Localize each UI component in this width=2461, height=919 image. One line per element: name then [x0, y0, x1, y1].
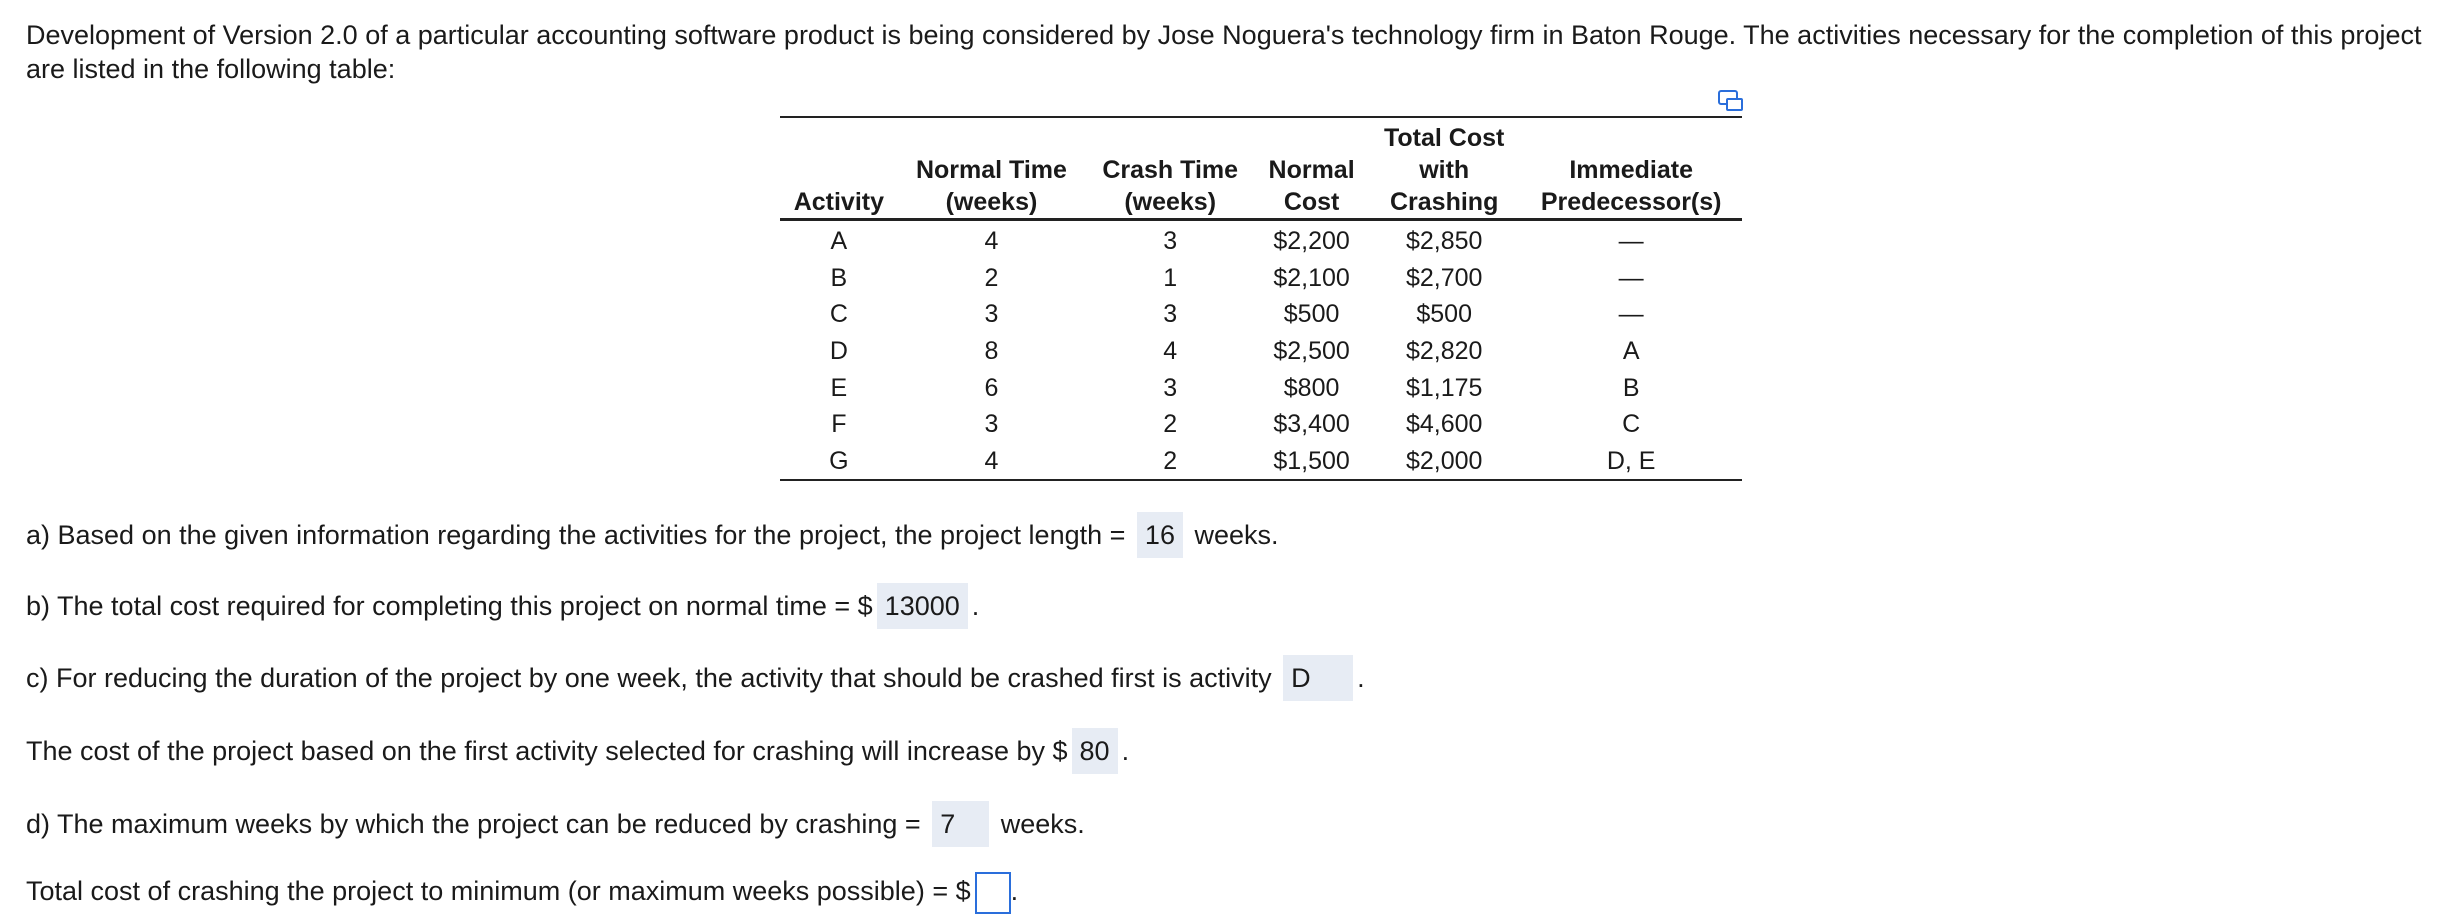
- answer-c-field[interactable]: D: [1283, 655, 1353, 701]
- cell-total-cost: $2,700: [1405, 263, 1483, 292]
- question-c-text: c) For reducing the duration of the project by one week, the activity that should be crashed first is activity: [26, 663, 1272, 693]
- cell-activity: D: [829, 337, 848, 366]
- question-c2-suffix: .: [1121, 736, 1130, 766]
- question-a-text: a) Based on the given information regarding the activities for the project, the project length =: [26, 520, 1126, 550]
- cell-normal-time: 2: [984, 263, 999, 292]
- question-b: [26, 583, 979, 629]
- cell-total-cost: $4,600: [1405, 410, 1483, 439]
- cell-predecessor: —: [1618, 263, 1644, 292]
- cell-normal-cost: $3,400: [1273, 410, 1350, 439]
- cell-crash-time: 2: [1163, 446, 1178, 475]
- question-c2: [26, 728, 1129, 774]
- cell-normal-cost: $2,500: [1273, 337, 1350, 366]
- cell-predecessor: —: [1618, 300, 1644, 329]
- question-a: [26, 512, 1279, 558]
- cell-predecessor: B: [1622, 373, 1640, 402]
- question-a-suffix: weeks.: [1194, 520, 1279, 550]
- question-b-text: b) The total cost required for completing this project on normal time = $: [26, 591, 873, 621]
- cell-predecessor: C: [1622, 410, 1641, 439]
- question-d2-suffix: .: [1010, 876, 1019, 907]
- cell-normal-cost: $500: [1283, 300, 1340, 329]
- table-row: [780, 333, 1742, 370]
- cell-normal-cost: $800: [1283, 373, 1340, 402]
- cell-predecessor: —: [1618, 227, 1644, 256]
- cell-activity: F: [831, 410, 847, 439]
- cell-crash-time: 4: [1163, 337, 1178, 366]
- cell-normal-time: 4: [984, 227, 999, 256]
- question-c-suffix: .: [1357, 663, 1365, 693]
- cell-crash-time: 1: [1163, 263, 1178, 292]
- answer-a-field[interactable]: 16: [1137, 512, 1183, 558]
- question-b-suffix: .: [971, 591, 980, 621]
- cell-total-cost: $1,175: [1405, 373, 1483, 402]
- cell-normal-time: 4: [984, 446, 999, 475]
- cell-total-cost: $2,850: [1405, 227, 1483, 256]
- cell-normal-time: 3: [984, 410, 999, 439]
- answer-b-field[interactable]: 13000: [877, 583, 968, 629]
- question-d: [26, 801, 1085, 847]
- header-normal-time: Normal Time (weeks): [898, 117, 1086, 220]
- cell-crash-time: 3: [1163, 227, 1178, 256]
- cell-activity: G: [829, 446, 849, 475]
- header-predecessor: Immediate Predecessor(s): [1520, 117, 1742, 220]
- cell-total-cost: $2,000: [1405, 446, 1483, 475]
- header-normal-cost: Normal Cost: [1255, 117, 1368, 220]
- cell-normal-time: 6: [984, 373, 999, 402]
- answer-d-field[interactable]: 7: [932, 801, 989, 847]
- table-row: [780, 369, 1742, 406]
- activities-table: [780, 116, 1742, 481]
- table-header-row: [780, 117, 1742, 220]
- cell-normal-time: 8: [984, 337, 999, 366]
- answer-c2-field[interactable]: 80: [1072, 728, 1118, 774]
- question-c: [26, 655, 1365, 701]
- question-d-suffix: weeks.: [1000, 809, 1085, 839]
- problem-intro: Development of Version 2.0 of a particular accounting software product is being considered by Jose Noguera's technology firm in Baton Rouge. The activities necessary for the completion of this project are listed in the following table:: [26, 20, 2422, 84]
- header-crash-time: Crash Time (weeks): [1085, 117, 1255, 220]
- answer-d2-input[interactable]: [975, 872, 1011, 914]
- cell-activity: E: [830, 373, 848, 402]
- cell-total-cost: $2,820: [1405, 337, 1483, 366]
- table-row: [780, 220, 1742, 260]
- cell-predecessor: A: [1622, 337, 1640, 366]
- question-d-text: d) The maximum weeks by which the project can be reduced by crashing =: [26, 809, 921, 839]
- table-row: [780, 296, 1742, 333]
- header-activity: Activity: [780, 117, 898, 220]
- cell-crash-time: 2: [1163, 410, 1178, 439]
- table-row: [780, 406, 1742, 443]
- question-d2-text: Total cost of crashing the project to minimum (or maximum weeks possible) = $: [26, 876, 971, 907]
- cell-normal-cost: $2,200: [1273, 227, 1350, 256]
- cell-predecessor: D, E: [1606, 446, 1656, 475]
- cell-normal-cost: $1,500: [1273, 446, 1350, 475]
- question-c2-text: The cost of the project based on the first activity selected for crashing will increase by $: [26, 736, 1068, 766]
- cell-crash-time: 3: [1163, 300, 1178, 329]
- table-row: [780, 443, 1742, 481]
- cell-activity: C: [829, 300, 848, 329]
- table-row: [780, 260, 1742, 297]
- cell-normal-cost: $2,100: [1273, 263, 1350, 292]
- cell-activity: B: [830, 263, 848, 292]
- cell-activity: A: [830, 227, 848, 256]
- header-total-cost: Total Cost with Crashing: [1368, 117, 1520, 220]
- cell-normal-time: 3: [984, 300, 999, 329]
- cell-crash-time: 3: [1163, 373, 1178, 402]
- question-d2: [26, 872, 1018, 914]
- cell-total-cost: $500: [1416, 300, 1472, 329]
- copy-table-icon[interactable]: [1718, 90, 1744, 112]
